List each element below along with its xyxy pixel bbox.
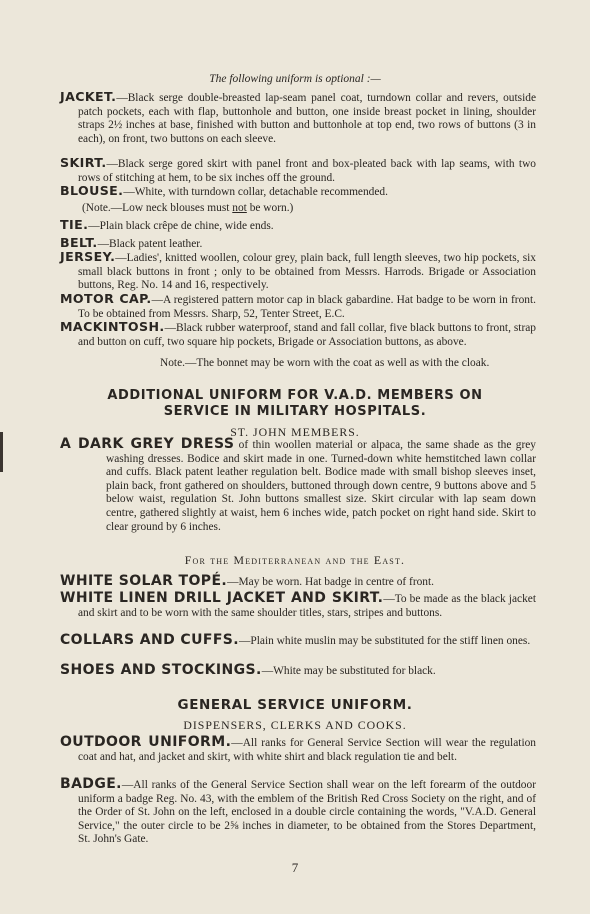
- entry-collars-cuffs: [60, 634, 536, 649]
- entry-outdoor-uniform: [60, 736, 536, 764]
- entry-title: A DARK GREY DRESS: [60, 436, 235, 452]
- entry-title: COLLARS AND CUFFS.: [60, 632, 240, 648]
- entry-text: —White may be substituted for black.: [261, 665, 436, 677]
- entry-text: —Plain white muslin may be substituted for the stiff linen ones.: [239, 635, 531, 647]
- page-number: 7: [291, 860, 299, 875]
- entry-shoes-stockings: [60, 664, 536, 679]
- entry-text: —Ladies', knitted woollen, colour grey, plain back, full length sleeves, two hip pockets, six small black buttons in front ; only to be obtained from Messrs. Harrods. Brigade or Association buttons, Reg. No. 14 and 16, respectively.: [78, 252, 536, 292]
- entry-badge: [60, 778, 536, 847]
- entry-title: BELT.: [60, 235, 98, 250]
- general-service-subheading: DISPENSERS, CLERKS AND COOKS.: [183, 718, 407, 732]
- entry-text: —White, with turndown collar, detachable recommended.: [123, 186, 388, 198]
- entry-text: —Plain black crêpe de chine, wide ends.: [88, 220, 274, 232]
- entry-title: WHITE LINEN DRILL JACKET AND SKIRT.: [60, 590, 384, 606]
- entry-title: JERSEY.: [60, 249, 116, 264]
- entry-white-linen-drill: [60, 592, 536, 620]
- blouse-note: [82, 202, 293, 214]
- entry-text: —Black rubber waterproof, stand and fall collar, five black buttons to front, strap and button on cuff, two square hip pockets, Brigade or Association buttons, as above.: [78, 322, 536, 348]
- vad-subheading: ST. JOHN MEMBERS.: [230, 425, 360, 439]
- entry-motor-cap: [60, 292, 536, 321]
- entry-title: WHITE SOLAR TOPÉ.: [60, 573, 228, 589]
- entry-title: OUTDOOR UNIFORM.: [60, 734, 232, 750]
- entry-title: MACKINTOSH.: [60, 319, 165, 334]
- general-service-heading: GENERAL SERVICE UNIFORM.: [177, 697, 413, 713]
- entry-text: —To be made as the black jacket and skirt and to be worn with the same shoulder titles, stars, stripes and buttons.: [78, 593, 536, 619]
- mackintosh-note: Note.—The bonnet may be worn with the coat as well as with the cloak.: [160, 357, 490, 369]
- entry-blouse: [60, 184, 536, 200]
- entry-skirt: [60, 156, 536, 185]
- entry-title: TIE.: [60, 217, 89, 232]
- entry-mackintosh: [60, 320, 536, 349]
- entry-text: —Black serge double-breasted lap-seam panel coat, turndown collar and revers, outside patch pockets, each with flap, buttonhole and button, one inside breast pocket in lining, shoulder straps 2½ inches at base, finished with button and buttonhole at top end, two rows of buttons (3 in each), on front, two buttons on each sleeve.: [78, 92, 536, 145]
- entry-title: SHOES AND STOCKINGS.: [60, 662, 262, 678]
- entry-text: —A registered pattern motor cap in black gabardine. Hat badge to be worn in front. To be obtained from Messrs. Sharp, 52, Tenter Street, E.C.: [78, 294, 536, 320]
- entry-text: —Black patent leather.: [97, 238, 203, 250]
- blouse-note-underlined: not: [232, 202, 247, 214]
- entry-title: BADGE.: [60, 776, 122, 792]
- entry-text: —Black serge gored skirt with panel front and box-pleated back with lap seams, with two rows of stitching at hem, to be six inches off the ground.: [78, 158, 536, 184]
- entry-text: —All ranks for General Service Section will wear the regulation coat and hat, and jacket and skirt, with white shirt and black regulation tie and belt.: [78, 737, 536, 763]
- intro-line: The following uniform is optional :—: [209, 73, 381, 85]
- entry-jersey: [60, 250, 536, 293]
- entry-text: —May be worn. Hat badge in centre of front.: [227, 576, 435, 588]
- entry-jacket: [60, 90, 536, 146]
- blouse-note-prefix: (Note.—Low neck blouses must: [82, 202, 233, 214]
- entry-tie: [60, 218, 536, 234]
- blouse-note-suffix: be worn.): [246, 202, 294, 214]
- entry-text: of thin woollen material or alpaca, the same shade as the grey washing dresses. Bodice and skirt made in one. Turned-down white hemstitched lawn collar and cuffs. Black patent leather regulation belt. Bodice made with small bishop sleeves inset, plain back, front gathered on shoulders, buttoned through down centre, 9 buttons above and 5 below waist, regulation St. John buttons smallest size. Skirt circular with lap seam down centre, gathered slightly at waist, hem 6 inches wide, patch pocket on right hand side. Skirt to clear ground by 6 inches.: [106, 439, 536, 533]
- vad-heading-line-1: ADDITIONAL UNIFORM FOR V.A.D. MEMBERS ON: [107, 388, 483, 403]
- entry-title: MOTOR CAP.: [60, 291, 152, 306]
- entry-title: BLOUSE.: [60, 183, 124, 198]
- dark-grey-dress-entry: [60, 438, 536, 534]
- entry-solar-tope: [60, 575, 536, 590]
- entry-text: —All ranks of the General Service Section shall wear on the left forearm of the outdoor uniform a badge Reg. No. 43, with the emblem of the British Red Cross Society on the right, and of the Order of St. John on the left, enclosed in a double circle containing the words, "V.A.D. General Service," the outer circle to be 2⅝ inches in diameter, to be obtained from the Stores Department, St. John's Gate.: [78, 779, 536, 846]
- entry-title: JACKET.: [60, 89, 117, 104]
- mediterranean-heading: For the Mediterranean and the East.: [184, 553, 406, 567]
- entry-title: SKIRT.: [60, 155, 107, 170]
- vad-heading-line-2: SERVICE IN MILITARY HOSPITALS.: [163, 404, 427, 419]
